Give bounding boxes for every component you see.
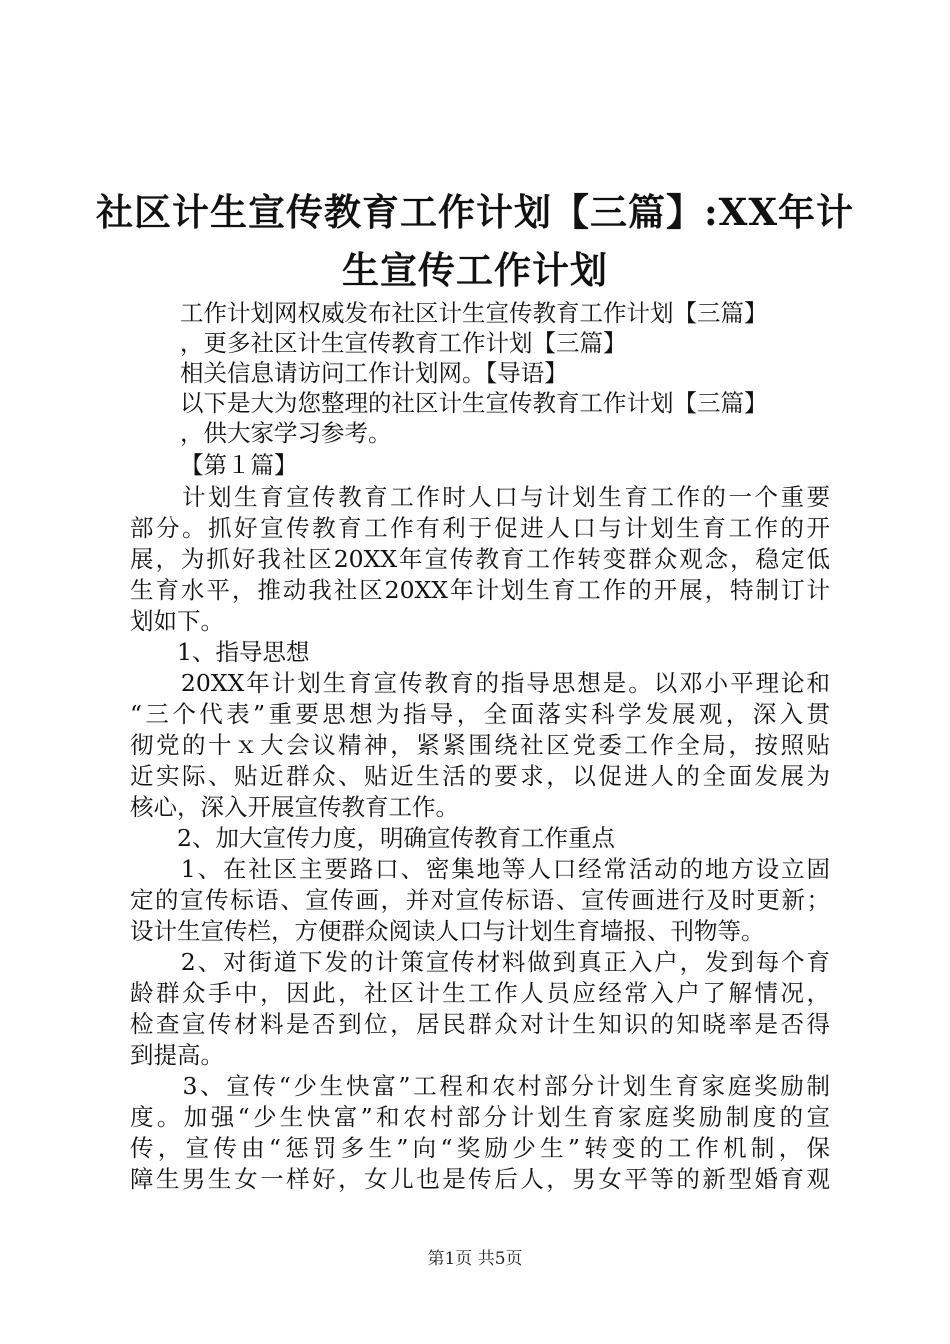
body-line: 划如下。 bbox=[130, 607, 224, 635]
body-line: 1、指导思想 bbox=[130, 638, 310, 666]
body-line: 龄群众手中，因此，社区计生工作人员应经常入户了解情况， bbox=[130, 979, 830, 1007]
body-line: 20XX年计划生育宣传教育的指导思想是。以邓小平理论和 bbox=[130, 669, 830, 697]
body-line: 2、对街道下发的计策宣传材料做到真正入户，发到每个育 bbox=[130, 948, 830, 976]
body-line: 计划生育宣传教育工作时人口与计划生育工作的一个重要 bbox=[130, 483, 830, 511]
body-line: 核心，深入开展宣传教育工作。 bbox=[130, 793, 459, 821]
section-heading: 【第１篇】 bbox=[180, 451, 298, 479]
intro-line: 工作计划网权威发布社区计生宣传教育工作计划【三篇】 bbox=[180, 299, 768, 327]
body-line: 检查宣传材料是否到位，居民群众对计生知识的知晓率是否得 bbox=[130, 1010, 830, 1038]
body-line: 1、在社区主要路口、密集地等人口经常活动的地方设立固 bbox=[130, 855, 830, 883]
body-line: 展，为抓好我社区20XX年宣传教育工作转变群众观念，稳定低 bbox=[130, 545, 830, 573]
document-title-line2: 生宣传工作计划 bbox=[342, 248, 608, 292]
body-line: 到提高。 bbox=[130, 1041, 224, 1069]
body-line: 2、加大宣传力度，明确宣传教育工作重点 bbox=[130, 824, 615, 852]
intro-line: ，更多社区计生宣传教育工作计划【三篇】 bbox=[180, 329, 627, 357]
body-line: 设计生宣传栏，方便群众阅读人口与计划生育墙报、刊物等。 bbox=[130, 917, 765, 945]
body-line: 度。加强“少生快富”和农村部分计划生育家庭奖励制度的宣 bbox=[130, 1103, 830, 1131]
body-line: 3、宣传“少生快富”工程和农村部分计划生育家庭奖励制 bbox=[130, 1072, 830, 1100]
page-footer: 第1页 共5页 bbox=[427, 1249, 523, 1269]
body-line: 定的宣传标语、宣传画，并对宣传标语、宣传画进行及时更新； bbox=[130, 886, 830, 914]
body-line: 障生男生女一样好，女儿也是传后人，男女平等的新型婚育观 bbox=[130, 1165, 830, 1193]
intro-line: 相关信息请访问工作计划网。【导语】 bbox=[180, 359, 568, 387]
body-line: 生育水平，推动我社区20XX年计划生育工作的开展，特制订计 bbox=[130, 576, 830, 604]
intro-line: ，供大家学习参考。 bbox=[180, 419, 392, 447]
body-line: 彻党的十ｘ大会议精神，紧紧围绕社区党委工作全局，按照贴 bbox=[130, 731, 830, 759]
document-title-line1: 社区计生宣传教育工作计划【三篇】:XX年计 bbox=[95, 190, 855, 234]
body-line: 部分。抓好宣传教育工作有利于促进人口与计划生育工作的开 bbox=[130, 514, 830, 542]
body-line: 传，宣传由“惩罚多生”向“奖励少生”转变的工作机制，保 bbox=[130, 1134, 830, 1162]
intro-line: 以下是大为您整理的社区计生宣传教育工作计划【三篇】 bbox=[180, 389, 768, 417]
body-line: 近实际、贴近群众、贴近生活的要求，以促进人的全面发展为 bbox=[130, 762, 830, 790]
body-line: “三个代表”重要思想为指导，全面落实科学发展观，深入贯 bbox=[130, 700, 830, 728]
